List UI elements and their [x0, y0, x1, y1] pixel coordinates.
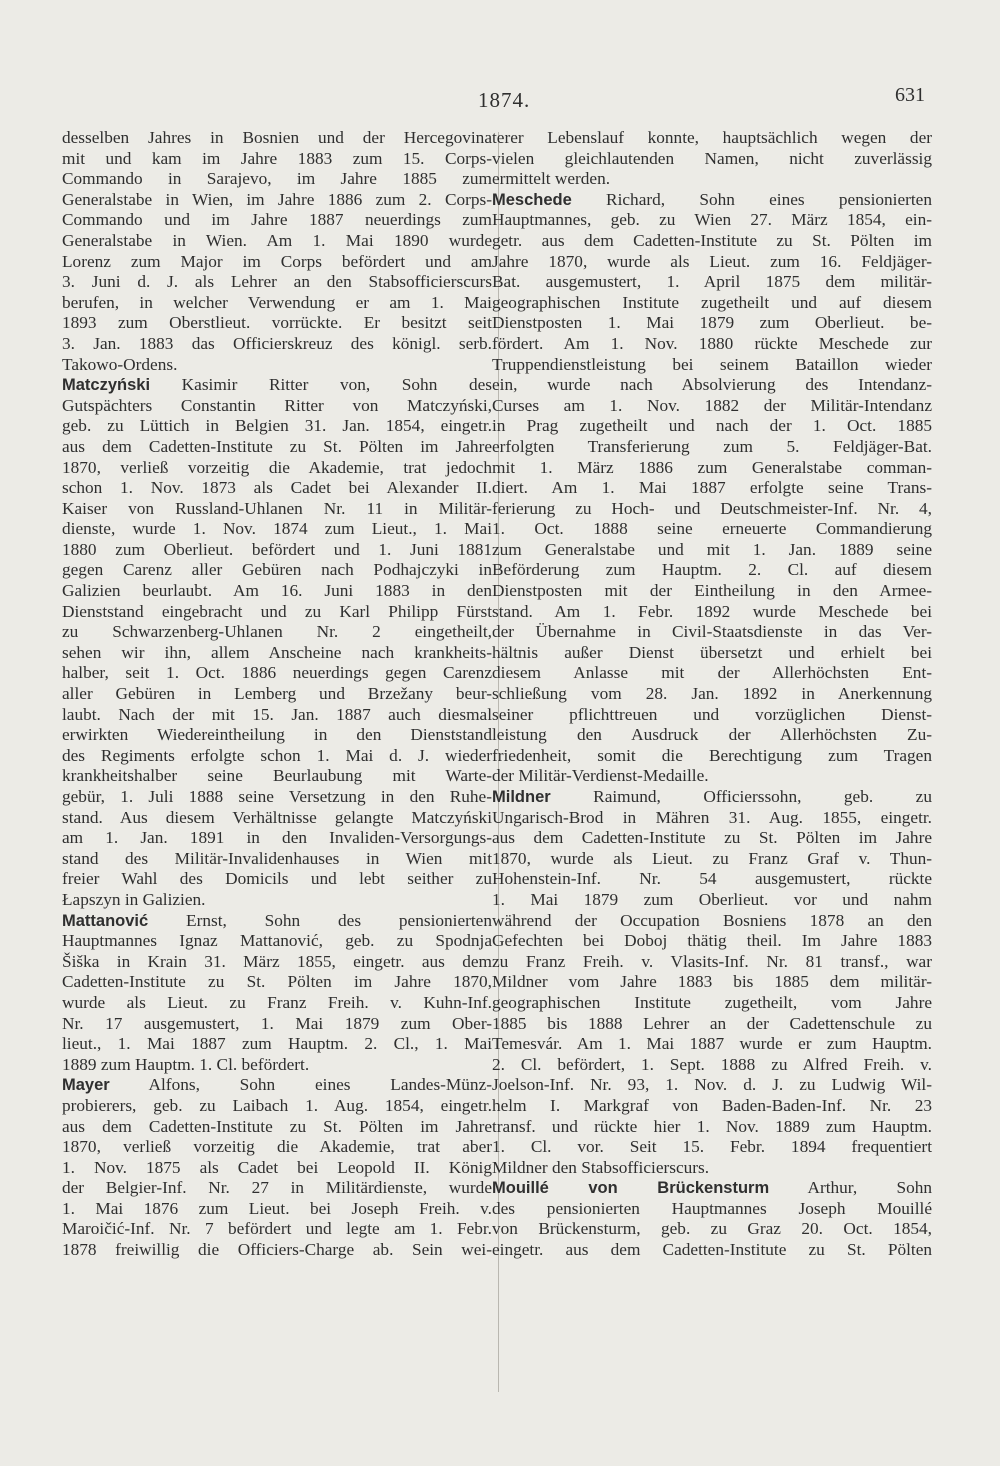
text-line: freier Wahl des Domicils und lebt seither zu [62, 869, 492, 889]
text-line [62, 375, 492, 396]
text-line: getr. aus dem Cadetten-Institute zu St. Pölten im [492, 230, 932, 250]
text-line: Gefechten bei Doboj thätig theil. Im Jahre 1883 [492, 931, 932, 951]
text-line: von Brückensturm, geb. zu Graz 20. Oct. 1854, [492, 1219, 932, 1239]
text-line: 1. Oct. 1888 seine erneuerte Commandierung [492, 519, 932, 539]
text-line: erwirkten Wiedereintheilung in den Dienststand [62, 725, 492, 745]
text-line: während der Occupation Bosniens 1878 an den [492, 910, 932, 930]
text-line: Kaiser von Russland-Uhlanen Nr. 11 in Militär- [62, 498, 492, 518]
entry-text: Ernst, Sohn des pensionierten [148, 910, 492, 930]
text-line: 1870, verließ vorzeitig die Akademie, trat aber [62, 1137, 492, 1157]
page-number: 631 [895, 84, 925, 106]
text-line: Mildner den Stabsofficierscurs. [492, 1157, 710, 1177]
text-line: diesem Anlasse mit der Allerhöchsten Ent- [492, 663, 932, 683]
text-line: Joelson-Inf. Nr. 93, 1. Nov. d. J. zu Ludwig Wil- [492, 1075, 932, 1095]
text-line: der Übernahme in Civil-Staatsdienste in das Ver- [492, 622, 932, 642]
text-line: zu Schwarzenberg-Uhlanen Nr. 2 eingetheilt, [62, 622, 492, 642]
text-line: sehen wir ihn, allem Anscheine nach krankheits- [62, 642, 492, 662]
text-line: 1889 zum Hauptm. 1. Cl. befördert. [62, 1054, 310, 1074]
text-line: ein, wurde nach Absolvierung des Intendanz- [492, 375, 932, 395]
text-line: Dienstposten 1. Mai 1879 zum Oberlieut. be- [492, 313, 932, 333]
text-line [492, 787, 932, 808]
text-line: helm I. Markgraf von Baden-Baden-Inf. Nr. 23 [492, 1095, 932, 1115]
text-line: berufen, in welcher Verwendung er am 1. Mai [62, 292, 492, 312]
text-line [62, 1075, 492, 1096]
text-line: ferierung zu Hoch- und Deutschmeister-Inf. Nr. 4, [492, 498, 932, 518]
text-line: 1. Mai 1879 zum Oberlieut. vor und nahm [492, 889, 932, 909]
text-line: mit und kam im Jahre 1883 zum 15. Corps- [62, 148, 492, 168]
entry-name: Meschede [492, 190, 572, 209]
text-line: aus dem Cadetten-Institute zu St. Pölten im Jahre [62, 436, 492, 456]
text-line: Bat. ausgemustert, 1. April 1875 dem militär- [492, 272, 932, 292]
text-line: 1880 zum Oberlieut. befördert und 1. Juni 1881 [62, 539, 492, 559]
entry-text: Alfons, Sohn eines Landes-Münz- [109, 1075, 492, 1095]
text-line: 1893 zum Oberstlieut. vorrückte. Er besitzt seit [62, 313, 492, 333]
text-line: Commando und im Jahre 1887 neuerdings zum [62, 210, 492, 230]
text-line: aller Gebüren in Lemberg und Brzežany beur- [62, 684, 492, 704]
text-line: Mildner vom Jahre 1883 bis 1885 dem militär- [492, 972, 932, 992]
text-line: Curses am 1. Nov. 1882 der Militär-Intendanz [492, 395, 932, 415]
text-line: Hauptmannes Ignaz Mattanović, geb. zu Spodnja [62, 931, 492, 951]
text-line: Beförderung zum Hauptm. 2. Cl. auf diesem [492, 560, 932, 580]
text-line: Šiška in Krain 31. März 1855, eingetr. aus dem [62, 951, 492, 971]
text-line: 3. Juni d. J. als Lehrer an den Stabsofficierscurs [62, 272, 492, 292]
text-line: wurde als Lieut. zu Franz Freih. v. Kuhn-Inf. [62, 992, 492, 1012]
text-line: schon 1. Nov. 1873 als Cadet bei Alexander II. [62, 478, 492, 498]
text-line: am 1. Jan. 1891 in den Invaliden-Versorgungs- [62, 828, 492, 848]
text-line: Nr. 17 ausgemustert, 1. Mai 1879 zum Ober- [62, 1013, 492, 1033]
text-line: ermittelt werden. [492, 169, 611, 189]
entry-text: Kasimir Ritter von, Sohn des [150, 375, 492, 395]
text-line: Commando in Sarajevo, im Jahre 1885 zum [62, 169, 492, 189]
text-line: terer Lebenslauf konnte, hauptsächlich wegen der [492, 128, 932, 147]
entry-name: Mattanović [62, 911, 149, 930]
page-year: 1874. [478, 88, 531, 112]
text-line: transf. und rückte hier 1. Nov. 1889 zum Hauptm. [492, 1116, 932, 1136]
text-line: gebür, 1. Juli 1888 seine Versetzung in den Ruhe- [62, 787, 492, 806]
text-line: stand des Militär-Invalidenhauses in Wien mit [62, 848, 492, 868]
text-line: Generalstabe in Wien. Am 1. Mai 1890 wurde [62, 230, 492, 250]
text-line: des pensionierten Hauptmannes Joseph Mouillé [492, 1198, 932, 1218]
text-line: aus dem Cadetten-Institute zu St. Pölten im Jahre [492, 828, 932, 848]
entry-name: Mayer [62, 1076, 110, 1095]
text-line: des Regiments erfolgte schon 1. Mai d. J. wieder [62, 745, 492, 765]
text-line: geographischen Institute zugetheilt, vom Jahre [492, 992, 932, 1012]
text-line: Jahre 1870, wurde als Lieut. zum 16. Feldjäger- [492, 251, 932, 271]
text-line: aus dem Cadetten-Institute zu St. Pölten im Jahre [62, 1116, 492, 1136]
text-line [492, 1178, 932, 1199]
entry-name: Matczyński [62, 376, 151, 395]
text-line: Łapszyn in Galizien. [62, 889, 206, 909]
text-line: friedenheit, somit die Berechtigung zum Tragen [492, 745, 932, 765]
text-line: Dienststand eingebracht und zu Karl Philipp Fürst [62, 601, 492, 621]
text-line: hältnis außer Dienst übersetzt und erhielt bei [492, 642, 932, 662]
text-line: leistung den Ausdruck der Allerhöchsten Zu- [492, 725, 932, 745]
entry-text: Arthur, Sohn [769, 1178, 932, 1198]
right-column [492, 128, 932, 1261]
text-line: Generalstabe in Wien, im Jahre 1886 zum 2. Corps- [62, 189, 492, 209]
text-line: stand. Am 1. Febr. 1892 wurde Meschede bei [492, 601, 932, 621]
text-line: gegen Carenz aller Gebüren nach Podhajczyki in [62, 560, 492, 580]
text-line: diert. Am 1. Mai 1887 erfolgte seine Trans- [492, 478, 932, 498]
left-column [62, 128, 492, 1261]
entry-name: Mildner [492, 788, 551, 806]
text-line: 1878 freiwillig die Officiers-Charge ab. Sein wei- [62, 1240, 492, 1260]
text-line: 1. Mai 1876 zum Lieut. bei Joseph Freih. v. [62, 1198, 492, 1218]
text-line: 1870, verließ vorzeitig die Akademie, trat jedoch [62, 457, 492, 477]
page-header [0, 84, 1000, 118]
text-line: 2. Cl. befördert, 1. Sept. 1888 zu Alfred Freih. v. [492, 1054, 932, 1074]
text-line: Cadetten-Institute zu St. Pölten im Jahre 1870, [62, 972, 492, 992]
text-line [62, 911, 492, 932]
text-line: Maroičić-Inf. Nr. 7 befördert und legte am 1. Febr. [62, 1219, 492, 1239]
entry-name: Mouillé von Brückensturm [492, 1179, 770, 1198]
text-line: Lorenz zum Major im Corps befördert und am [62, 251, 492, 271]
text-line: 3. Jan. 1883 das Officierskreuz des königl. serb. [62, 333, 492, 353]
text-line: fördert. Am 1. Nov. 1880 rückte Meschede zur [492, 333, 932, 353]
text-line: in Prag zugetheilt und nach der 1. Oct. 1885 [492, 416, 932, 436]
text-line: Takowo-Ordens. [62, 354, 178, 374]
text-line: Hauptmannes, geb. zu Wien 27. März 1854, ein- [492, 210, 932, 230]
text-line: 1. Nov. 1875 als Cadet bei Leopold II. König [62, 1157, 492, 1177]
text-line: zum Generalstabe und mit 1. Jan. 1889 seine [492, 539, 932, 559]
entry-text: Raimund, Officierssohn, geb. zu [550, 787, 932, 806]
text-line: lieut., 1. Mai 1887 zum Hauptm. 2. Cl., 1. Mai [62, 1034, 492, 1054]
text-line: der Militär-Verdienst-Medaille. [492, 766, 709, 786]
text-line: krankheitshalber seine Beurlaubung mit Warte- [62, 766, 492, 786]
text-line: probierers, geb. zu Laibach 1. Aug. 1854, eingetr. [62, 1095, 492, 1115]
text-line: 1870, wurde als Lieut. zu Franz Graf v. Thun- [492, 848, 932, 868]
text-line: erfolgten Transferierung zum 5. Feldjäger-Bat. [492, 436, 932, 456]
text-line: stand. Aus diesem Verhältnisse gelangte Matczyński [62, 807, 492, 827]
text-line: zu Franz Freih. v. Vlasits-Inf. Nr. 81 transf., war [492, 951, 932, 971]
text-line: eingetr. aus dem Cadetten-Institute zu St. Pölten [492, 1240, 932, 1260]
text-line: 1. Cl. vor. Seit 15. Febr. 1894 frequentiert [492, 1137, 932, 1157]
text-line: der Belgier-Inf. Nr. 27 in Militärdienste, wurde [62, 1178, 492, 1198]
text-line: mit 1. März 1886 zum Generalstabe comman- [492, 457, 932, 477]
text-line: Gutspächters Constantin Ritter von Matczyński, [62, 395, 492, 415]
text-line: dienste, wurde 1. Nov. 1874 zum Lieut., 1. Mai [62, 519, 492, 539]
text-line: Truppendienstleistung bei seinem Bataillon wieder [492, 354, 932, 374]
text-line: laubt. Nach der mit 15. Jan. 1887 auch diesmal [62, 704, 492, 724]
text-line: Hohenstein-Inf. Nr. 54 ausgemustert, rückte [492, 869, 932, 889]
text-line: schließung vom 28. Jan. 1892 in Anerkennung [492, 684, 932, 704]
text-line: seiner pflichttreuen und vorzüglichen Dienst- [492, 704, 932, 724]
text-line: Dienstposten mit der Eintheilung in den Armee- [492, 581, 932, 601]
text-line: desselben Jahres in Bosnien und der Hercegovina [62, 128, 492, 147]
text-line: Galizien beurlaubt. Am 16. Juni 1883 in den [62, 581, 492, 601]
text-line: Temesvár. Am 1. Mai 1887 wurde er zum Hauptm. [492, 1034, 932, 1054]
text-line: geographischen Institute zugetheilt und auf diesem [492, 292, 932, 312]
text-line: 1885 bis 1888 Lehrer an der Cadettenschule zu [492, 1013, 932, 1033]
text-line: halber, seit 1. Oct. 1886 neuerdings gegen Carenz [62, 663, 492, 683]
text-line: geb. zu Lüttich in Belgien 31. Jan. 1854, eingetr. [62, 416, 492, 436]
entry-text: Richard, Sohn eines pensionierten [571, 189, 932, 209]
text-line: vielen gleichlautenden Namen, nicht zuverlässig [492, 148, 932, 168]
text-line: Ungarisch-Brod in Mähren 31. Aug. 1855, eingetr. [492, 807, 932, 827]
text-line [492, 190, 932, 211]
